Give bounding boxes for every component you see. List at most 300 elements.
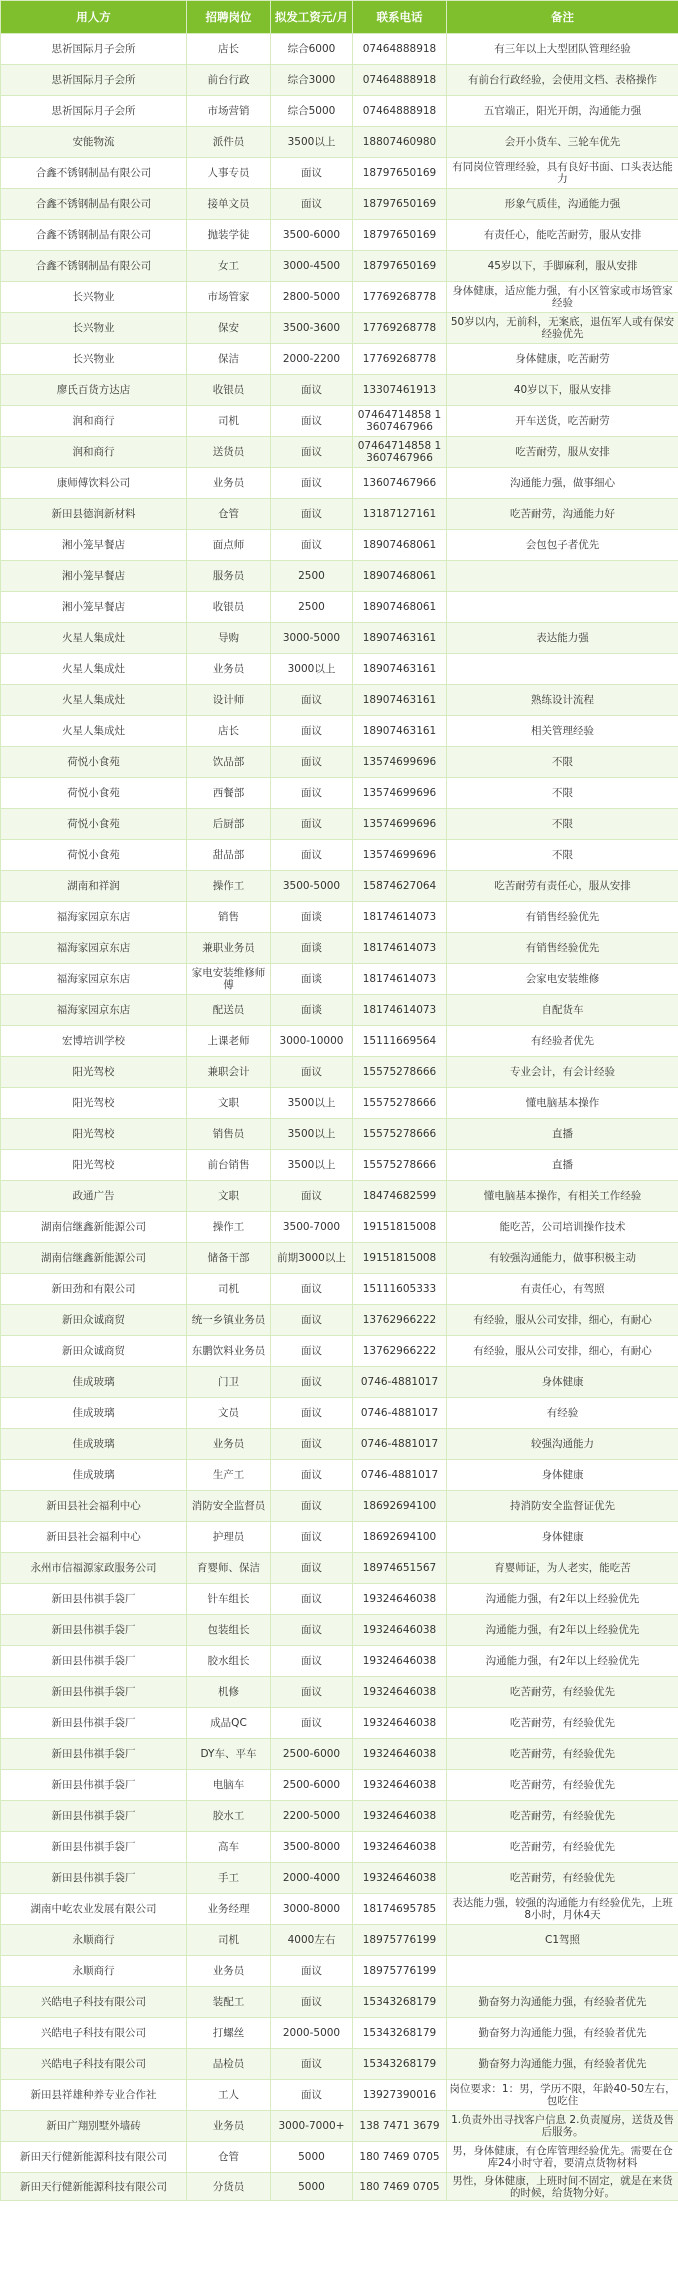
cell-salary: 2500 [271,592,353,623]
cell-employer: 永顺商行 [1,1956,187,1987]
cell-phone: 07464714858 13607467966 [353,437,447,468]
cell-remarks: 有前台行政经验，会使用文档、表格操作 [447,65,678,96]
cell-employer: 合鑫不锈钢制品有限公司 [1,189,187,220]
cell-phone: 15343268179 [353,2018,447,2049]
cell-phone: 18907463161 [353,716,447,747]
cell-salary: 面议 [271,1181,353,1212]
table-row [1,840,678,871]
cell-position: 仓管 [187,499,271,530]
cell-employer: 新田广翔别墅外墙砖 [1,2111,187,2142]
cell-position: 女工 [187,251,271,282]
cell-salary: 面议 [271,1336,353,1367]
table-row [1,1181,678,1212]
cell-remarks: 岗位要求：1：男，学历不限，年龄40-50左右，包吃住 [447,2080,678,2111]
cell-phone: 13927390016 [353,2080,447,2111]
cell-phone: 18907463161 [353,685,447,716]
cell-position: 消防安全监督员 [187,1491,271,1522]
cell-salary: 3500以上 [271,1088,353,1119]
cell-salary: 2800-5000 [271,282,353,313]
cell-employer: 火星人集成灶 [1,623,187,654]
cell-remarks: 有销售经验优先 [447,933,678,964]
cell-remarks: 专业会计，有会计经验 [447,1057,678,1088]
cell-remarks [447,592,678,623]
cell-remarks: 沟通能力强，做事细心 [447,468,678,499]
cell-phone: 19324646038 [353,1770,447,1801]
cell-remarks: 有经验，服从公司安排，细心，有耐心 [447,1336,678,1367]
table-row [1,1925,678,1956]
table-row [1,1863,678,1894]
cell-employer: 康师傅饮料公司 [1,468,187,499]
table-row [1,1956,678,1987]
table-row [1,406,678,437]
cell-phone: 19324646038 [353,1677,447,1708]
cell-salary: 3500-6000 [271,220,353,251]
cell-remarks [447,561,678,592]
cell-remarks: 会家电安装维修 [447,964,678,995]
cell-employer: 荷悦小食苑 [1,809,187,840]
cell-position: 分货员 [187,2173,271,2201]
cell-position: 打螺丝 [187,2018,271,2049]
table-row [1,1987,678,2018]
cell-salary: 面谈 [271,902,353,933]
cell-phone: 07464714858 13607467966 [353,406,447,437]
cell-employer: 福海家园京东店 [1,995,187,1026]
cell-remarks: 相关管理经验 [447,716,678,747]
cell-employer: 长兴物业 [1,282,187,313]
cell-remarks: 不限 [447,747,678,778]
cell-employer: 廖氏百货方达店 [1,375,187,406]
table-row [1,2142,678,2173]
cell-employer: 福海家园京东店 [1,902,187,933]
cell-remarks: 表达能力强 [447,623,678,654]
cell-employer: 新田县伟祺手袋厂 [1,1584,187,1615]
cell-salary: 2000-4000 [271,1863,353,1894]
table-row [1,716,678,747]
cell-phone: 07464888918 [353,96,447,127]
cell-salary: 面议 [271,1305,353,1336]
cell-employer: 火星人集成灶 [1,685,187,716]
cell-position: 收银员 [187,375,271,406]
table-row [1,189,678,220]
cell-employer: 兴皓电子科技有限公司 [1,1987,187,2018]
cell-phone: 13574699696 [353,840,447,871]
cell-phone: 180 7469 0705 [353,2173,447,2201]
cell-employer: 福海家园京东店 [1,933,187,964]
cell-position: 文员 [187,1398,271,1429]
cell-employer: 阳光驾校 [1,1150,187,1181]
cell-salary: 面谈 [271,933,353,964]
table-row [1,1212,678,1243]
cell-position: 业务员 [187,1956,271,1987]
cell-phone: 0746-4881017 [353,1398,447,1429]
cell-salary: 面议 [271,778,353,809]
cell-remarks: 男，身体健康，有仓库管理经验优先。需要在仓库24小时守着，要清点货物材料 [447,2142,678,2173]
cell-employer: 新田县社会福利中心 [1,1491,187,1522]
cell-phone: 18692694100 [353,1522,447,1553]
cell-remarks: 五官端正，阳光开朗，沟通能力强 [447,96,678,127]
table-row [1,282,678,313]
cell-employer: 思祈国际月子会所 [1,65,187,96]
cell-phone: 18907468061 [353,561,447,592]
cell-employer: 佳成玻璃 [1,1367,187,1398]
cell-position: 店长 [187,716,271,747]
table-row [1,809,678,840]
cell-employer: 长兴物业 [1,313,187,344]
cell-remarks: 身体健康 [447,1367,678,1398]
cell-employer: 火星人集成灶 [1,654,187,685]
cell-position: 门卫 [187,1367,271,1398]
table-row [1,2049,678,2080]
cell-employer: 新田劲和有限公司 [1,1274,187,1305]
cell-employer: 兴皓电子科技有限公司 [1,2018,187,2049]
cell-salary: 面议 [271,406,353,437]
cell-position: 保洁 [187,344,271,375]
cell-employer: 佳成玻璃 [1,1460,187,1491]
cell-position: 储备干部 [187,1243,271,1274]
table-row [1,313,678,344]
cell-phone: 15575278666 [353,1057,447,1088]
cell-remarks: 有经验，服从公司安排，细心，有耐心 [447,1305,678,1336]
cell-phone: 180 7469 0705 [353,2142,447,2173]
cell-employer: 湖南信继鑫新能源公司 [1,1243,187,1274]
cell-phone: 17769268778 [353,344,447,375]
cell-salary: 2000-5000 [271,2018,353,2049]
cell-employer: 合鑫不锈钢制品有限公司 [1,220,187,251]
table-row [1,747,678,778]
cell-position: 业务员 [187,654,271,685]
cell-position: 品检员 [187,2049,271,2080]
cell-salary: 面议 [271,1491,353,1522]
table-row [1,2018,678,2049]
cell-employer: 润和商行 [1,437,187,468]
cell-position: 针车组长 [187,1584,271,1615]
cell-salary: 面议 [271,809,353,840]
cell-employer: 湘小笼早餐店 [1,561,187,592]
table-row [1,96,678,127]
cell-remarks: 有较强沟通能力，做事积极主动 [447,1243,678,1274]
table-row [1,158,678,189]
cell-position: 东鹏饮料业务员 [187,1336,271,1367]
cell-employer: 思祈国际月子会所 [1,96,187,127]
cell-phone: 0746-4881017 [353,1367,447,1398]
cell-employer: 湖南信继鑫新能源公司 [1,1212,187,1243]
table-row [1,964,678,995]
cell-salary: 面议 [271,437,353,468]
cell-salary: 3500-5000 [271,871,353,902]
cell-phone: 18975776199 [353,1956,447,1987]
cell-phone: 18692694100 [353,1491,447,1522]
table-row [1,2111,678,2142]
cell-salary: 面议 [271,685,353,716]
cell-remarks: 不限 [447,809,678,840]
cell-phone: 13574699696 [353,778,447,809]
cell-phone: 13574699696 [353,809,447,840]
cell-position: 派件员 [187,127,271,158]
header-position: 招聘岗位 [187,1,271,34]
cell-phone: 18907468061 [353,530,447,561]
cell-salary: 3500-8000 [271,1832,353,1863]
cell-phone: 15575278666 [353,1088,447,1119]
cell-phone: 15575278666 [353,1119,447,1150]
cell-position: 兼职业务员 [187,933,271,964]
cell-phone: 13762966222 [353,1336,447,1367]
cell-salary: 3000以上 [271,654,353,685]
cell-remarks: 有责任心，能吃苦耐劳，服从安排 [447,220,678,251]
cell-position: 家电安装维修师傅 [187,964,271,995]
table-row [1,437,678,468]
cell-phone: 17769268778 [353,282,447,313]
table-row [1,499,678,530]
table-row [1,1460,678,1491]
cell-employer: 宏博培训学校 [1,1026,187,1057]
table-row [1,778,678,809]
cell-remarks: 不限 [447,840,678,871]
cell-salary: 面议 [271,1429,353,1460]
header-remarks: 备注 [447,1,678,34]
cell-phone: 07464888918 [353,65,447,96]
cell-phone: 19151815008 [353,1212,447,1243]
table-row [1,1677,678,1708]
cell-remarks: 45岁以下，手脚麻利，服从安排 [447,251,678,282]
cell-remarks: 身体健康 [447,1522,678,1553]
table-row [1,902,678,933]
cell-remarks: 吃苦耐劳，有经验优先 [447,1677,678,1708]
cell-employer: 荷悦小食苑 [1,747,187,778]
cell-phone: 07464888918 [353,34,447,65]
cell-employer: 新田县伟祺手袋厂 [1,1739,187,1770]
table-row [1,65,678,96]
cell-phone: 18174614073 [353,933,447,964]
cell-phone: 13607467966 [353,468,447,499]
cell-employer: 湖南中屹农业发展有限公司 [1,1894,187,1925]
table-row [1,1429,678,1460]
cell-remarks: 吃苦耐劳，有经验优先 [447,1708,678,1739]
header-employer: 用人方 [1,1,187,34]
cell-employer: 安能物流 [1,127,187,158]
cell-position: 胶水组长 [187,1646,271,1677]
table-row [1,561,678,592]
cell-remarks: 育婴师证，为人老实，能吃苦 [447,1553,678,1584]
cell-salary: 面议 [271,189,353,220]
cell-phone: 18474682599 [353,1181,447,1212]
cell-position: 胶水工 [187,1801,271,1832]
table-row [1,654,678,685]
cell-remarks: 沟通能力强，有2年以上经验优先 [447,1615,678,1646]
cell-remarks: 1.负责外出寻找客户信息 2.负责厦房，送货及售后服务。 [447,2111,678,2142]
cell-remarks: 较强沟通能力 [447,1429,678,1460]
cell-position: 成品QC [187,1708,271,1739]
cell-remarks: 表达能力强，较强的沟通能力有经验优先，上班8小时，月休4天 [447,1894,678,1925]
cell-salary: 2500-6000 [271,1770,353,1801]
table-row [1,1057,678,1088]
cell-employer: 湖南和祥润 [1,871,187,902]
cell-salary: 面议 [271,499,353,530]
table-row [1,1336,678,1367]
cell-phone: 13574699696 [353,747,447,778]
table-row [1,1119,678,1150]
table-row [1,1615,678,1646]
cell-salary: 面议 [271,840,353,871]
cell-phone: 13187127161 [353,499,447,530]
cell-salary: 面议 [271,375,353,406]
cell-position: 保安 [187,313,271,344]
table-row [1,1088,678,1119]
table-row [1,1708,678,1739]
cell-position: 仓管 [187,2142,271,2173]
cell-employer: 合鑫不锈钢制品有限公司 [1,251,187,282]
header-salary: 拟发工资元/月 [271,1,353,34]
cell-phone: 18974651567 [353,1553,447,1584]
table-row [1,1584,678,1615]
cell-remarks: 吃苦耐劳，有经验优先 [447,1832,678,1863]
cell-position: 导购 [187,623,271,654]
cell-position: 接单文员 [187,189,271,220]
cell-phone: 15343268179 [353,1987,447,2018]
cell-phone: 0746-4881017 [353,1460,447,1491]
cell-remarks: 勤奋努力沟通能力强，有经验者优先 [447,1987,678,2018]
cell-employer: 新田县伟祺手袋厂 [1,1646,187,1677]
cell-salary: 3000-10000 [271,1026,353,1057]
cell-position: 生产工 [187,1460,271,1491]
cell-position: 上课老师 [187,1026,271,1057]
table-row [1,1646,678,1677]
cell-phone: 18797650169 [353,220,447,251]
cell-phone: 18174695785 [353,1894,447,1925]
cell-position: 业务员 [187,468,271,499]
cell-employer: 新田县祥雄种养专业合作社 [1,2080,187,2111]
cell-employer: 新田县伟祺手袋厂 [1,1677,187,1708]
cell-phone: 15111605333 [353,1274,447,1305]
cell-employer: 新田县伟祺手袋厂 [1,1832,187,1863]
cell-phone: 17769268778 [353,313,447,344]
cell-phone: 18174614073 [353,902,447,933]
cell-phone: 15111669564 [353,1026,447,1057]
cell-position: 操作工 [187,871,271,902]
cell-employer: 永顺商行 [1,1925,187,1956]
cell-position: 业务员 [187,1429,271,1460]
cell-remarks: 熟练设计流程 [447,685,678,716]
cell-remarks [447,654,678,685]
cell-salary: 面议 [271,1987,353,2018]
cell-salary: 面议 [271,158,353,189]
cell-phone: 18907468061 [353,592,447,623]
table-row [1,1026,678,1057]
table-row [1,127,678,158]
cell-remarks: 吃苦耐劳，有经验优先 [447,1801,678,1832]
cell-remarks: 形象气质佳，沟通能力强 [447,189,678,220]
table-row [1,1367,678,1398]
cell-salary: 2000-2200 [271,344,353,375]
cell-employer: 润和商行 [1,406,187,437]
cell-salary: 2500-6000 [271,1739,353,1770]
cell-phone: 138 7471 3679 [353,2111,447,2142]
table-row [1,871,678,902]
table-header-row [1,1,678,34]
cell-position: 高车 [187,1832,271,1863]
cell-employer: 合鑫不锈钢制品有限公司 [1,158,187,189]
cell-phone: 15874627064 [353,871,447,902]
cell-remarks: 吃苦耐劳，服从安排 [447,437,678,468]
cell-employer: 阳光驾校 [1,1119,187,1150]
cell-phone: 19324646038 [353,1646,447,1677]
cell-phone: 19151815008 [353,1243,447,1274]
cell-position: 电脑车 [187,1770,271,1801]
cell-salary: 面议 [271,1522,353,1553]
cell-phone: 15343268179 [353,2049,447,2080]
cell-employer: 长兴物业 [1,344,187,375]
cell-remarks: 男性，身体健康，上班时间不固定，就是在来货的时候，给货物分好。 [447,2173,678,2201]
cell-position: 司机 [187,1925,271,1956]
table-row [1,468,678,499]
cell-salary: 综合6000 [271,34,353,65]
table-row [1,995,678,1026]
cell-employer: 阳光驾校 [1,1057,187,1088]
cell-employer: 新田天行健新能源科技有限公司 [1,2173,187,2201]
table-row [1,2173,678,2201]
cell-employer: 佳成玻璃 [1,1398,187,1429]
table-row [1,375,678,406]
cell-employer: 新田县伟祺手袋厂 [1,1615,187,1646]
cell-salary: 面议 [271,2049,353,2080]
cell-remarks [447,1956,678,1987]
cell-position: 市场营销 [187,96,271,127]
cell-remarks: 沟通能力强，有2年以上经验优先 [447,1646,678,1677]
table-row [1,2080,678,2111]
cell-position: 统一乡镇业务员 [187,1305,271,1336]
cell-phone: 18807460980 [353,127,447,158]
table-body [1,34,678,2201]
table-row [1,1274,678,1305]
cell-position: 工人 [187,2080,271,2111]
cell-salary: 面议 [271,2080,353,2111]
cell-remarks: 身体健康 [447,1460,678,1491]
cell-position: 面点师 [187,530,271,561]
cell-salary: 3500-7000 [271,1212,353,1243]
cell-remarks: 有三年以上大型团队管理经验 [447,34,678,65]
cell-position: 配送员 [187,995,271,1026]
cell-remarks: 直播 [447,1119,678,1150]
cell-position: 销售 [187,902,271,933]
cell-remarks: 有销售经验优先 [447,902,678,933]
cell-salary: 面谈 [271,995,353,1026]
cell-salary: 综合5000 [271,96,353,127]
cell-remarks: 50岁以内，无前科，无案底，退伍军人或有保安经验优先 [447,313,678,344]
cell-remarks: 沟通能力强，有2年以上经验优先 [447,1584,678,1615]
cell-phone: 18907463161 [353,623,447,654]
cell-remarks: 有经验者优先 [447,1026,678,1057]
cell-position: 护理员 [187,1522,271,1553]
table-row [1,344,678,375]
cell-employer: 佳成玻璃 [1,1429,187,1460]
header-phone: 联系电话 [353,1,447,34]
table-row [1,1770,678,1801]
cell-employer: 湘小笼早餐店 [1,530,187,561]
cell-position: 饮品部 [187,747,271,778]
table-row [1,1553,678,1584]
cell-salary: 3000-4500 [271,251,353,282]
cell-remarks: 身体健康，吃苦耐劳 [447,344,678,375]
table-row [1,1150,678,1181]
table-row [1,220,678,251]
cell-employer: 新田县德润新材料 [1,499,187,530]
cell-phone: 13307461913 [353,375,447,406]
table-row [1,1832,678,1863]
cell-position: 操作工 [187,1212,271,1243]
cell-salary: 面议 [271,1057,353,1088]
cell-salary: 面议 [271,530,353,561]
cell-remarks: C1驾照 [447,1925,678,1956]
cell-phone: 18907463161 [353,654,447,685]
